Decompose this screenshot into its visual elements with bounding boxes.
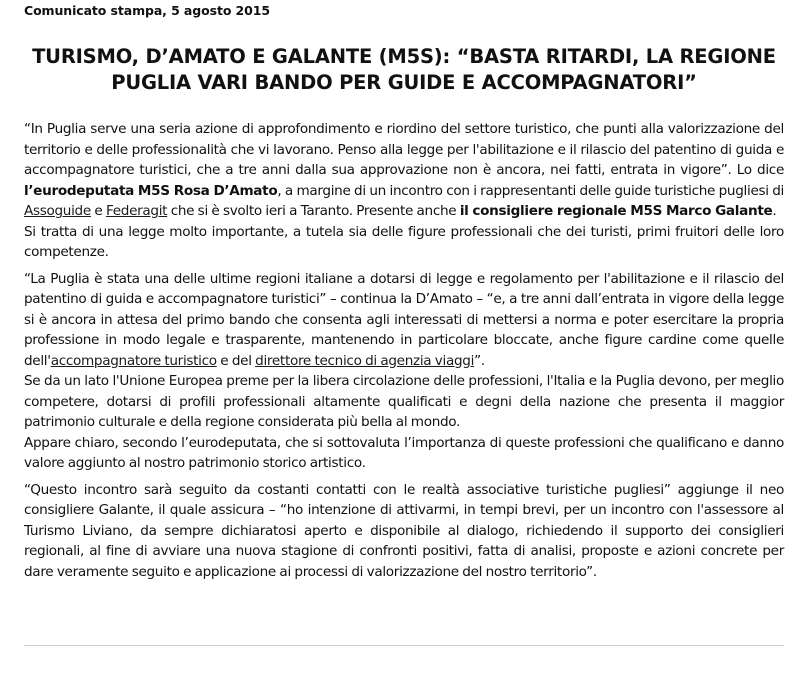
paragraph-intro — [24, 119, 784, 222]
intro-text-3: e — [90, 203, 106, 219]
quote-text-2: e del — [216, 352, 256, 369]
paragraph-eu: Se da un lato l'Unione Europea preme per la libera circolazione delle professioni, l'Italia e la Puglia devono, per meglio competere, dotarsi di profili professionali altamente qualificati e degni della nazione che presenta il maggior patrimonio culturale e della regione considerata più bella al mondo. — [24, 373, 784, 430]
headline — [24, 44, 784, 96]
paragraph-damato-quote — [24, 269, 784, 372]
paragraph-galante-quote: “Questo incontro sarà seguito da costanti contatti con le realtà associative turistiche pugliesi” aggiunge il neo consigliere Galante, il quale assicura – “ho intenzione di attivarmi, in tempi brevi, per un incontro con l'assessore al Turismo Liviano, da sempre dichiaratosi aperto e disponibile al dialogo, richiedendo il supporto dei consiglieri regionali, al fine di avviare una nuova stagione di confronti positivi, fatta di analisi, proposte e azioni concrete per dare veramente seguito e applicazione ai processi di valorizzazione del nostro territorio”. — [24, 481, 784, 580]
article-body — [24, 119, 784, 582]
paragraph-undervalued: Appare chiaro, secondo l’eurodeputata, che si sottovaluta l’importanza di queste professioni che qualificano e danno valore aggiunto al nostro patrimonio storico artistico. — [24, 434, 784, 471]
quote-text-1: “La Puglia è stata una delle ultime regioni italiane a dotarsi di legge e regolamento per l'abilitazione e il rilascio del patentino di guida e accompagnatore turistici” – continua la D’Amato – “e, a tre anni dall’entrata in vigore della legge si è ancora in attesa del primo bando che consenta agli interessati di mettersi a norma e poter esercitare la propria professione in modo legale e trasparente, mantenendo in particolare bloccate, anche figure cardine come quelle dell' — [24, 270, 784, 369]
quote-text-3: ”. — [474, 352, 485, 369]
federagit-link[interactable]: Federagit — [105, 203, 168, 219]
eurodeputy-name: l’eurodeputata M5S Rosa D’Amato — [24, 182, 278, 199]
bottom-divider — [24, 645, 784, 646]
headline-line-2: PUGLIA VARI BANDO PER GUIDE E ACCOMPAGNATORI” — [111, 71, 697, 94]
intro-text-1: “In Puglia serve una seria azione di approfondimento e riordino del settore turistico, che punti alla valorizzazione del territorio e delle professionalità che vi lavorano. Penso alla legge per l'abilitazione e il rilascio del patentino di guida e accompagnatore turistici, che a tre anni dalla sua approvazione non è ancora, nei fatti, entrata in vigore”. Lo dice — [24, 121, 784, 178]
councillor-name: il consigliere regionale M5S Marco Galante — [459, 203, 773, 219]
headline-line-1: TURISMO, D’AMATO E GALANTE (M5S): “BASTA RITARDI, LA REGIONE — [32, 45, 776, 68]
direttore-tecnico-link[interactable]: direttore tecnico di agenzia viaggi — [255, 352, 475, 369]
dateline: Comunicato stampa, 5 agosto 2015 — [24, 3, 270, 18]
intro-text-4: che si è svolto ieri a Taranto. Presente anche — [167, 203, 460, 219]
paragraph-law-importance: Si tratta di una legge molto importante, a tutela sia delle figure professionali che dei turisti, primi fruitori delle loro competenze. — [24, 223, 784, 260]
intro-text-2: , a margine di un incontro con i rappresentanti delle guide turistiche pugliesi di — [277, 182, 785, 199]
assoguide-link[interactable]: Assoguide — [24, 203, 91, 219]
intro-text-5: . — [772, 203, 777, 219]
accompagnatore-link[interactable]: accompagnatore turistico — [50, 352, 217, 369]
